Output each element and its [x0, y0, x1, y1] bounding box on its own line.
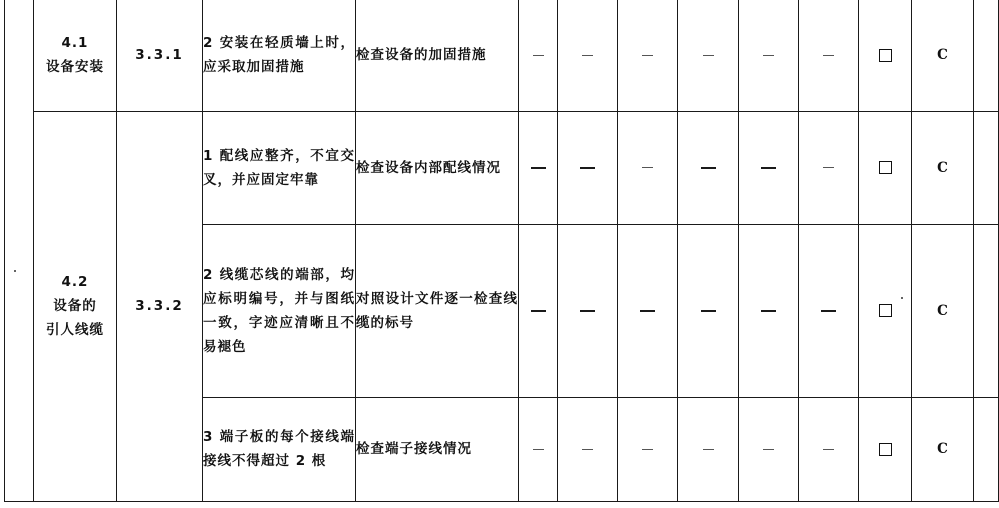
blank-cell	[974, 0, 999, 111]
result-cell-2	[558, 111, 618, 224]
blank-cell	[974, 111, 999, 224]
result-cell-1	[519, 0, 558, 111]
checkbox-cell[interactable]	[859, 0, 912, 111]
table-row	[5, 111, 999, 224]
grade-cell: C	[912, 111, 974, 224]
inspection-table	[4, 0, 999, 502]
dash-icon	[823, 55, 834, 56]
item-name: 设备安装	[46, 59, 104, 76]
item-name-line2: 引人线缆	[46, 322, 104, 338]
result-cell-1	[519, 224, 558, 397]
result-cell-5	[739, 0, 799, 111]
empty-checkbox-icon[interactable]	[879, 161, 892, 174]
grade-cell: C	[912, 0, 974, 111]
dash-icon	[821, 310, 836, 312]
dash-icon	[701, 310, 716, 312]
dash-icon	[823, 449, 834, 450]
result-cell-4	[678, 397, 739, 501]
dash-icon	[531, 167, 546, 169]
checkbox-cell[interactable]	[859, 224, 912, 397]
dash-icon	[533, 449, 544, 450]
method-text: 检查设备的加固措施	[356, 0, 519, 111]
empty-checkbox-icon[interactable]	[879, 304, 892, 317]
result-cell-4	[678, 0, 739, 111]
result-cell-5	[739, 111, 799, 224]
dash-icon	[761, 310, 776, 312]
clause-number: 3.3.1	[117, 0, 203, 111]
dash-icon	[701, 167, 716, 169]
item-number: 4.1	[61, 35, 89, 52]
dash-icon	[642, 55, 653, 56]
left-margin-cell	[5, 0, 34, 501]
dash-icon	[640, 310, 655, 312]
result-cell-3	[618, 224, 678, 397]
dash-icon	[763, 449, 774, 450]
item-cell	[34, 0, 117, 111]
result-cell-4	[678, 224, 739, 397]
scan-speck	[901, 297, 903, 299]
empty-checkbox-icon[interactable]	[879, 443, 892, 456]
dash-icon	[703, 55, 714, 56]
result-cell-6	[799, 0, 859, 111]
item-name-line1: 设备的	[53, 298, 97, 314]
table-row	[5, 0, 999, 111]
requirement-text: 2 线缆芯线的端部，均应标明编号，并与图纸一致，字迹应清晰且不易褪色	[203, 224, 356, 397]
result-cell-3	[618, 0, 678, 111]
requirement-text: 1 配线应整齐，不宜交叉，并应固定牢靠	[203, 111, 356, 224]
requirement-text: 3 端子板的每个接线端接线不得超过 2 根	[203, 397, 356, 501]
item-cell	[34, 111, 117, 501]
result-cell-3	[618, 111, 678, 224]
dash-icon	[823, 167, 834, 168]
requirement-text: 2 安装在轻质墙上时，应采取加固措施	[203, 0, 356, 111]
dash-icon	[580, 310, 595, 312]
item-number: 4.2	[61, 274, 89, 290]
result-cell-6	[799, 111, 859, 224]
result-cell-6	[799, 224, 859, 397]
grade-cell: C	[912, 397, 974, 501]
result-cell-2	[558, 0, 618, 111]
result-cell-2	[558, 224, 618, 397]
scan-speck	[14, 270, 16, 272]
method-text: 检查设备内部配线情况	[356, 111, 519, 224]
dash-icon	[582, 55, 593, 56]
empty-checkbox-icon[interactable]	[879, 49, 892, 62]
grade-cell: C	[912, 224, 974, 397]
dash-icon	[582, 449, 593, 450]
blank-cell	[974, 397, 999, 501]
blank-cell	[974, 224, 999, 397]
dash-icon	[533, 55, 544, 56]
clause-number: 3.3.2	[117, 111, 203, 501]
dash-icon	[763, 55, 774, 56]
result-cell-5	[739, 224, 799, 397]
result-cell-5	[739, 397, 799, 501]
dash-icon	[761, 167, 776, 169]
dash-icon	[531, 310, 546, 312]
checkbox-cell[interactable]	[859, 397, 912, 501]
method-text: 检查端子接线情况	[356, 397, 519, 501]
result-cell-1	[519, 397, 558, 501]
result-cell-3	[618, 397, 678, 501]
result-cell-1	[519, 111, 558, 224]
method-text: 对照设计文件逐一检查线缆的标号	[356, 224, 519, 397]
dash-icon	[642, 167, 653, 168]
dash-icon	[580, 167, 595, 169]
result-cell-6	[799, 397, 859, 501]
dash-icon	[703, 449, 714, 450]
dash-icon	[642, 449, 653, 450]
checkbox-cell[interactable]	[859, 111, 912, 224]
result-cell-4	[678, 111, 739, 224]
result-cell-2	[558, 397, 618, 501]
